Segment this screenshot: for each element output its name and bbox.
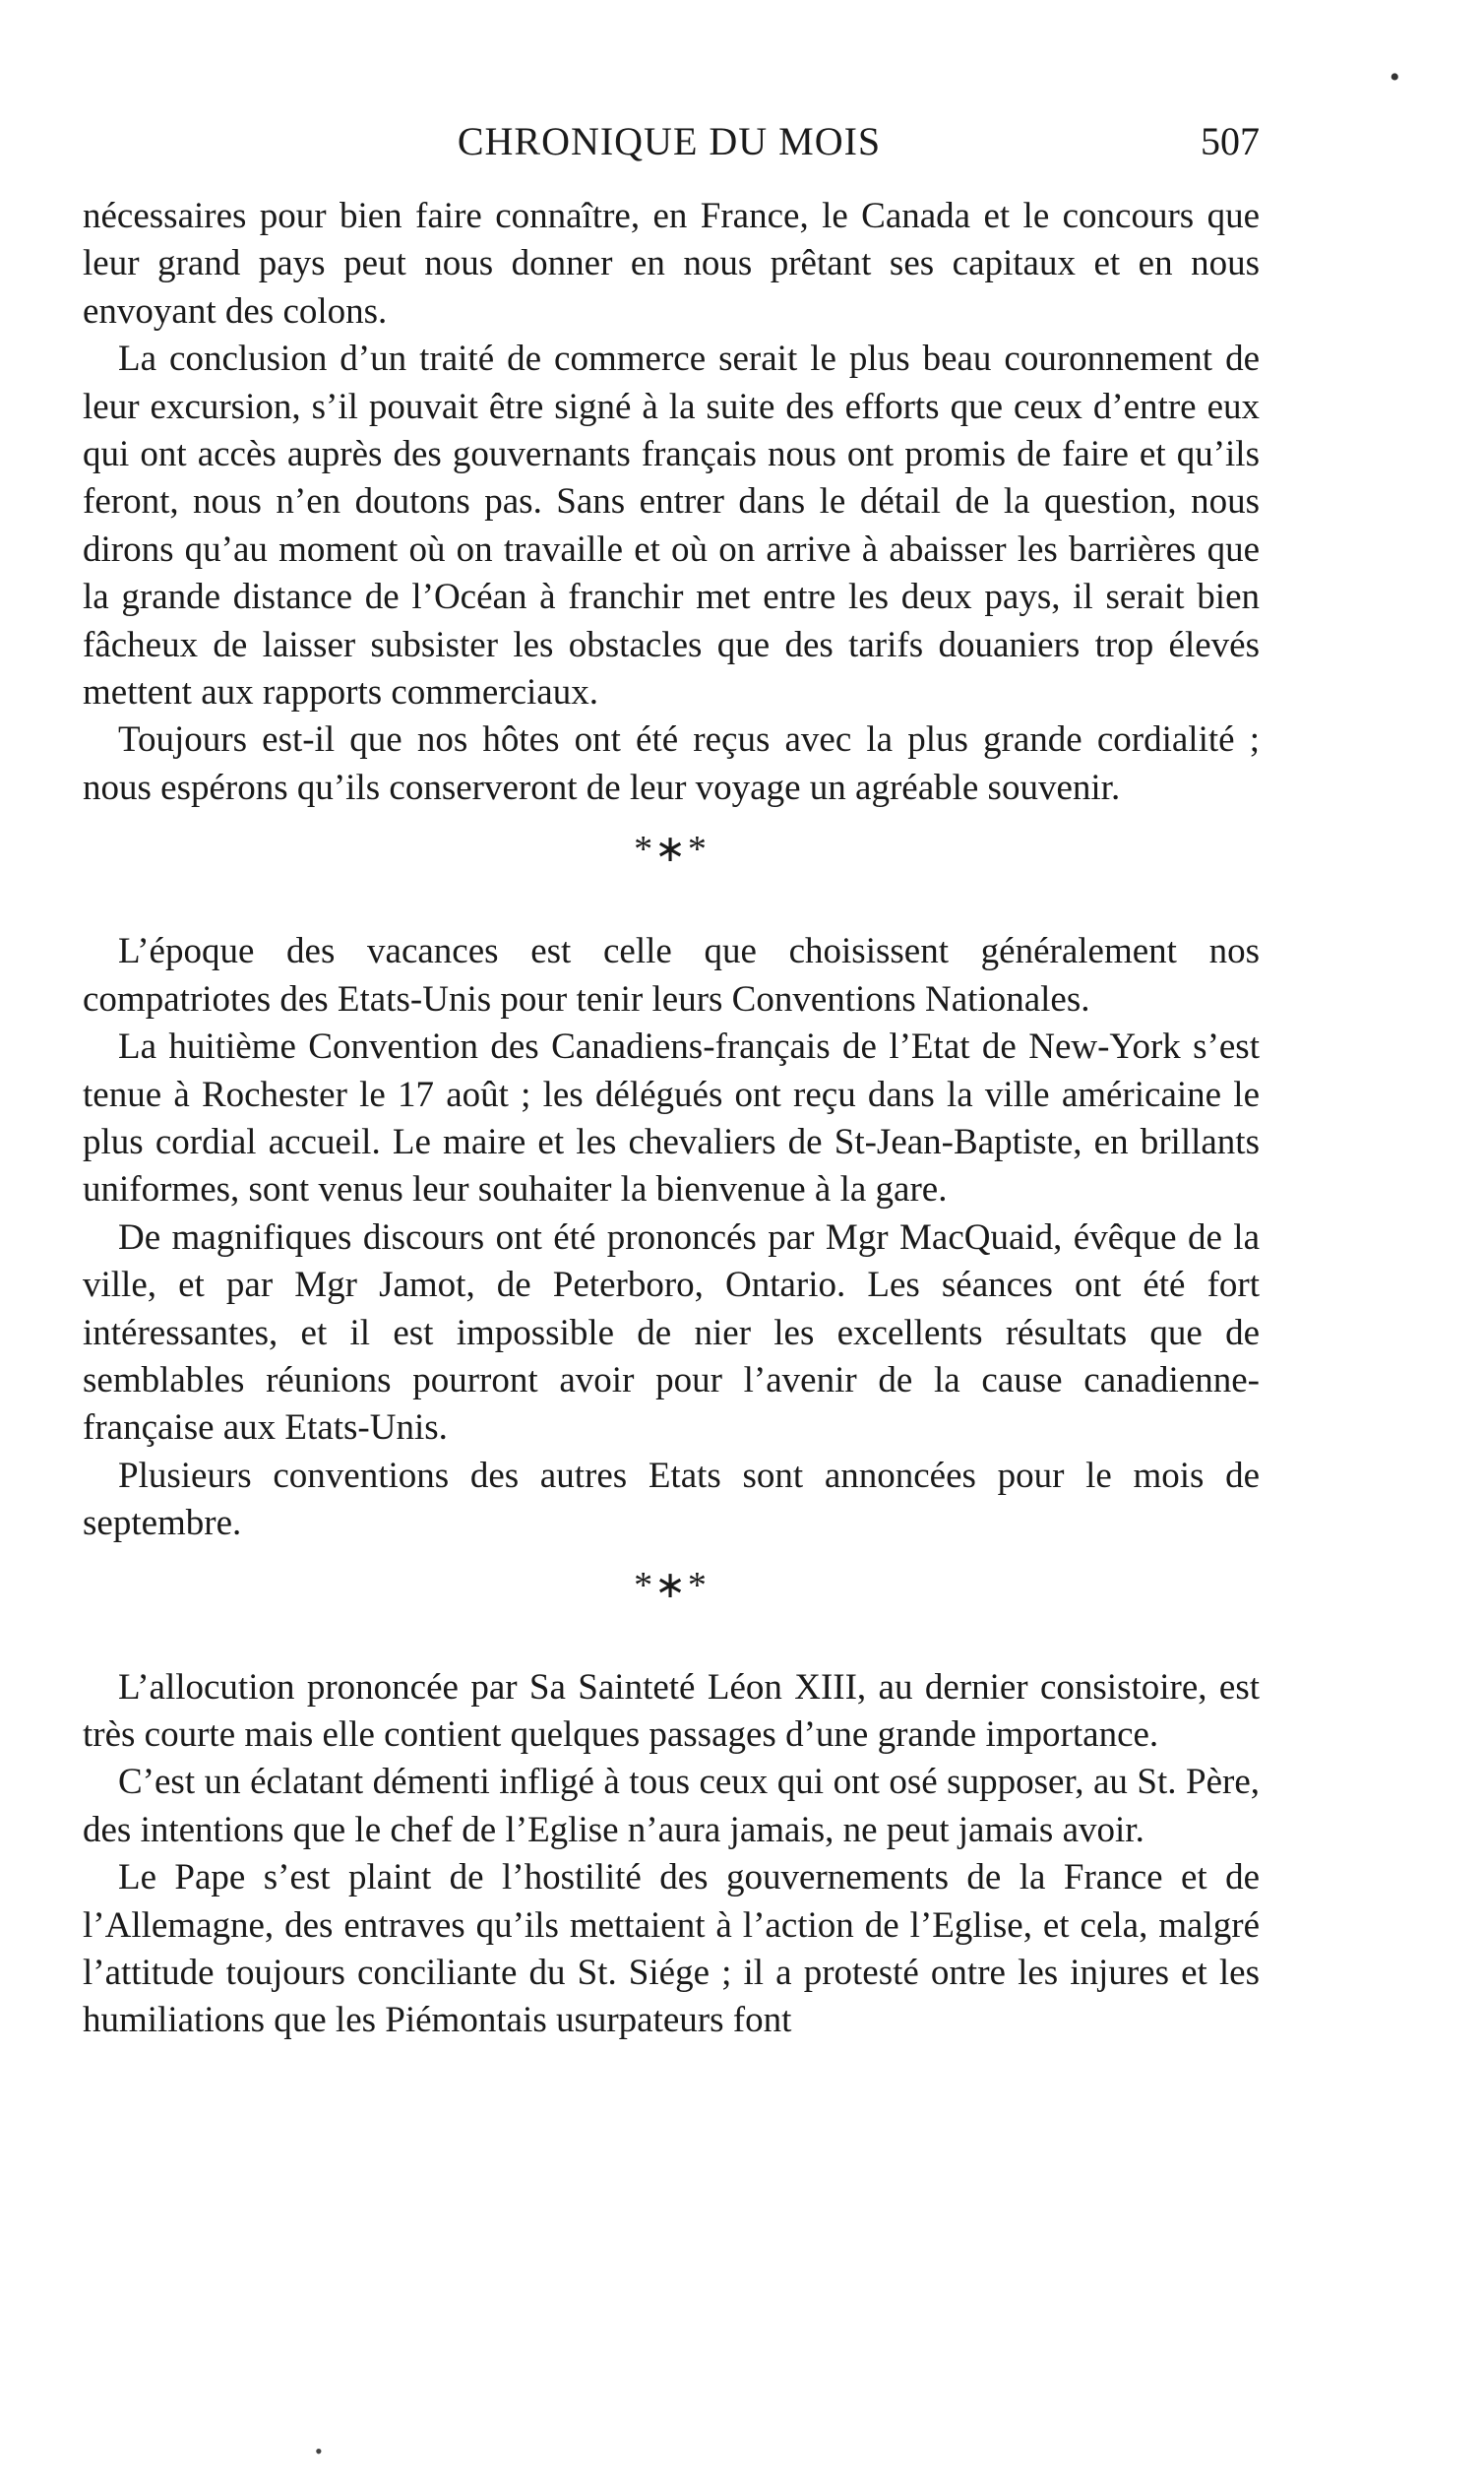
page-number: 507 (1201, 119, 1260, 163)
bottom-ink-mark: • (315, 2439, 323, 2463)
page-body (83, 193, 1260, 2045)
paragraph: nécessaires pour bien faire connaître, en France, le Canada et le concours que leur grand pays peut nous donner en nous prêtant ses capitaux et en nous envoyant des colons. (83, 196, 1260, 332)
paragraph: La huitième Convention des Canadiens-français de l’Etat de New-York s’est tenue à Rochester le 17 août ; les délégués ont reçu dans la ville américaine le plus cordial accueil. Le maire et les chevaliers de St-Jean-Baptiste, en brillants uniformes, sont venus leur souhaiter la bienvenue à la gare. (83, 1026, 1260, 1211)
corner-ink-mark: • (1390, 61, 1400, 93)
asterism-separator: *∗* (634, 1564, 709, 1606)
paragraph: C’est un éclatant démenti infligé à tous ceux qui ont osé supposer, au St. Père, des intentions que le chef de l’Eglise n’aura jamais, ne peut jamais avoir. (83, 1762, 1260, 1850)
paragraph: De magnifiques discours ont été prononcés par Mgr MacQuaid, évêque de la ville, et par Mgr Jamot, de Peterboro, Ontario. Les séances ont été fort intéressantes, et il est impossible de nier les excellents résultats que de semblables réunions pourront avoir pour l’avenir de la cause canadienne-française aux Etats-Unis. (83, 1216, 1260, 1449)
paragraph: Le Pape s’est plaint de l’hostilité des gouvernements de la France et de l’Allemagne, des entraves qu’ils mettaient à l’action de l’Eglise, et cela, malgré l’attitude toujours conciliante du St. Siége ; il a protesté ontre les injures et les humiliations que les Piémontais usurpateurs font (83, 1857, 1260, 2041)
paragraph: L’époque des vacances est celle que choisissent généralement nos compatriotes des Etats-Unis pour tenir leurs Conventions Nationales. (83, 931, 1260, 1020)
page-header (79, 118, 1260, 173)
paragraph: Plusieurs conventions des autres Etats sont annoncées pour le mois de septembre. (83, 1455, 1260, 1544)
paragraph: L’allocution prononcée par Sa Sainteté Léon XIII, au dernier consistoire, est très courte mais elle contient quelques passages d’une grande importance. (83, 1666, 1260, 1755)
running-title: CHRONIQUE DU MOIS (457, 119, 882, 163)
asterism-separator: *∗* (634, 829, 709, 871)
paragraph: La conclusion d’un traité de commerce serait le plus beau couronnement de leur excursion, s’il pouvait être signé à la suite des efforts que ceux d’entre eux qui ont accès auprès des gouvernants français nous ont promis de faire et qu’ils feront, nous n’en doutons pas. Sans entrer dans le détail de la question, nous dirons qu’au moment où on travaille et où on arrive à abaisser les barrières que la grande distance de l’Océan à franchir met entre les deux pays, il serait bien fâcheux de laisser subsister les obstacles que des tarifs douaniers trop élevés mettent aux rapports commerciaux. (83, 339, 1260, 714)
paragraph: Toujours est-il que nos hôtes ont été reçus avec la plus grande cordialité ; nous espérons qu’ils conserveront de leur voyage un agréable souvenir. (83, 719, 1260, 808)
